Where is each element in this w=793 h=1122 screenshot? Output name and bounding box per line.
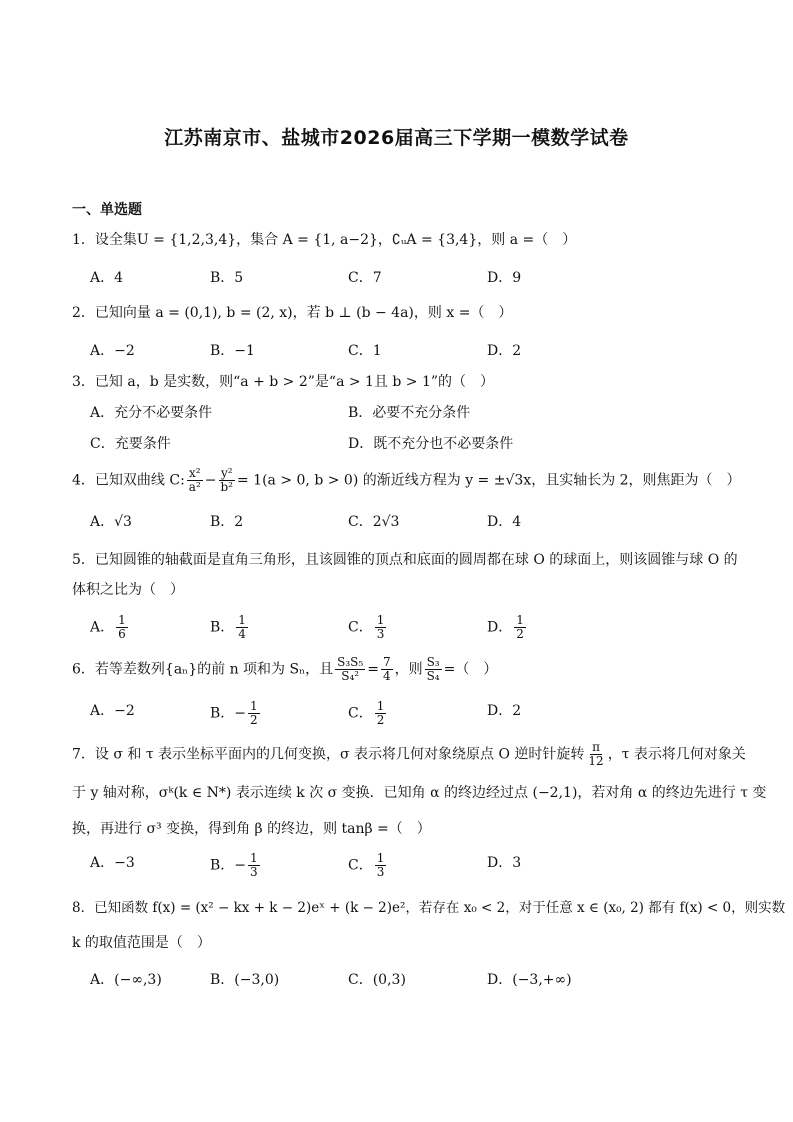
section-heading: 一、单选题: [72, 202, 142, 218]
numerator: 1: [250, 699, 258, 713]
fraction: [187, 467, 203, 494]
denominator: 3: [250, 865, 258, 879]
option-text: 必要不充分条件: [372, 405, 471, 421]
fraction: [586, 741, 605, 768]
option-label: B．: [210, 619, 235, 636]
option-label: D．: [487, 855, 513, 871]
option-text: √3: [114, 514, 132, 530]
option-label: A．: [90, 514, 115, 530]
fraction: [381, 656, 393, 683]
q6-option-a[interactable]: [90, 700, 135, 722]
fraction: [514, 614, 526, 641]
page-title: 江苏南京市、盐城市2026届高三下学期一模数学试卷: [164, 127, 629, 149]
option-label: A．: [90, 270, 115, 286]
option-label: D．: [487, 703, 513, 719]
numerator: S₃S₅: [337, 655, 364, 669]
option-text: (0,3): [372, 972, 406, 988]
option-label: A．: [90, 703, 115, 719]
question-6-stem: [72, 656, 497, 683]
q3-option-a[interactable]: [90, 402, 212, 424]
q5-option-b[interactable]: [210, 614, 250, 641]
numerator: 1: [376, 851, 385, 865]
option-label: C．: [348, 705, 373, 722]
denominator: 12: [588, 754, 604, 768]
option-text: (−3,0): [234, 972, 280, 988]
q5-option-c[interactable]: [348, 614, 388, 641]
minus-sign: −: [234, 857, 247, 874]
q1-option-a[interactable]: [90, 267, 123, 289]
option-text: 3: [512, 855, 522, 871]
numerator: 1: [516, 613, 524, 627]
q3-option-b[interactable]: [348, 402, 470, 424]
question-8-stem-line-1: 8．已知函数 f(x) = (x² − kx + k − 2)eˣ + (k − 2)e²，若存在 x₀ < 2，对于任意 x ∈ (x₀, 2) 都有 f(x) < 0，则实数: [72, 900, 786, 916]
fraction: [425, 656, 442, 683]
q4-option-c[interactable]: [348, 511, 399, 533]
question-3-stem: 3．已知 a，b 是实数，则“a + b > 2”是“a > 1且 b > 1”的（ ）: [72, 374, 495, 390]
option-text: (−3,+∞): [512, 972, 572, 988]
q2-option-d[interactable]: [487, 340, 521, 362]
q4-option-a[interactable]: [90, 511, 132, 533]
fraction: [248, 700, 260, 727]
denominator: S₄: [426, 669, 440, 683]
option-text: 2: [234, 514, 244, 530]
option-label: A．: [90, 855, 115, 871]
question-7-stem-line-1: [72, 741, 746, 768]
fraction: [335, 656, 365, 683]
option-label: B．: [210, 705, 235, 722]
question-8-stem-line-2: k 的取值范围是（ ）: [72, 935, 211, 951]
denominator: 3: [376, 627, 385, 641]
stem-text: ，则: [394, 661, 423, 678]
option-text: −2: [114, 703, 135, 719]
option-label: C．: [348, 514, 373, 530]
fraction: [375, 852, 387, 879]
option-label: B．: [210, 343, 235, 359]
question-1-stem: 1．设全集U = {1,2,3,4}，集合 A = {1, a−2}，∁ᵤA = {3,4}，则 a =（ ）: [72, 232, 577, 248]
q3-option-d[interactable]: [348, 433, 513, 455]
q6-option-b[interactable]: [210, 700, 262, 727]
fraction: [219, 467, 236, 494]
option-label: D．: [487, 343, 513, 359]
q5-option-a[interactable]: [90, 614, 130, 641]
option-text: 2√3: [372, 514, 400, 530]
fraction: [236, 614, 248, 641]
question-2-stem: 2．已知向量 a = (0,1), b = (2, x)，若 b ⊥ (b − 4a)，则 x =（ ）: [72, 305, 513, 321]
q8-option-a[interactable]: [90, 969, 162, 991]
option-label: B．: [210, 857, 235, 874]
denominator: S₄²: [341, 669, 360, 683]
q7-option-b[interactable]: [210, 852, 262, 879]
option-label: C．: [90, 436, 115, 452]
q7-option-d[interactable]: [487, 852, 521, 874]
numerator: 1: [238, 613, 246, 627]
option-label: D．: [487, 270, 513, 286]
q1-option-c[interactable]: [348, 267, 382, 289]
q2-option-b[interactable]: [210, 340, 255, 362]
q1-option-b[interactable]: [210, 267, 243, 289]
q4-option-d[interactable]: [487, 511, 521, 533]
denominator: 2: [516, 627, 524, 641]
option-text: 1: [372, 343, 382, 359]
option-label: C．: [348, 972, 373, 988]
q2-option-c[interactable]: [348, 340, 382, 362]
stem-text: =: [367, 661, 379, 678]
numerator: S₃: [426, 655, 440, 669]
option-text: 9: [512, 270, 522, 286]
option-text: 充分不必要条件: [114, 405, 213, 421]
question-5-stem-line-2: 体积之比为（ ）: [72, 582, 184, 598]
denominator: 6: [118, 627, 126, 641]
option-label: D．: [487, 619, 513, 636]
q7-option-c[interactable]: [348, 852, 388, 879]
denominator: b²: [220, 480, 233, 494]
option-label: B．: [210, 972, 235, 988]
option-text: 5: [234, 270, 244, 286]
q6-option-d[interactable]: [487, 700, 521, 722]
fraction: [248, 852, 260, 879]
option-label: C．: [348, 857, 373, 874]
option-label: C．: [348, 343, 373, 359]
stem-text: 7．设 σ 和 τ 表示坐标平面内的几何变换，σ 表示将几何对象绕原点 O 逆时针旋转: [72, 746, 585, 763]
denominator: 2: [376, 713, 385, 727]
stem-text: =（ ）: [443, 661, 498, 678]
option-text: −2: [114, 343, 135, 359]
option-label: B．: [348, 405, 373, 421]
numerator: 1: [118, 613, 126, 627]
option-label: D．: [348, 436, 374, 452]
option-text: −1: [234, 343, 255, 359]
option-label: D．: [487, 514, 513, 530]
denominator: 2: [250, 713, 258, 727]
denominator: 3: [376, 865, 385, 879]
fraction: [375, 700, 387, 727]
option-text: 4: [114, 270, 124, 286]
option-label: C．: [348, 619, 373, 636]
denominator: 4: [382, 669, 391, 683]
question-5-stem-line-1: 5．已知圆锥的轴截面是直角三角形，且该圆锥的顶点和底面的圆周都在球 O 的球面上，则该圆锥与球 O 的: [72, 552, 738, 568]
option-label: A．: [90, 343, 115, 359]
denominator: 4: [238, 627, 246, 641]
fraction: [116, 614, 128, 641]
stem-text: 4．已知双曲线 C:: [72, 472, 185, 489]
option-label: A．: [90, 619, 115, 636]
option-text: (−∞,3): [114, 972, 162, 988]
option-text: 充要条件: [114, 436, 171, 452]
stem-text: ，τ 表示将几何对象关: [607, 746, 746, 763]
fraction: [375, 614, 387, 641]
q8-option-b[interactable]: [210, 969, 279, 991]
option-label: A．: [90, 405, 115, 421]
numerator: x²: [188, 466, 201, 480]
question-4-stem: 4．已知双曲线 C: $\frac{\text{x²}}{\text{a²}}$ − $\frac{\text{y²}}{\text{b²}}$ = 1(a > 0, b > 0) 的渐近线方程为 y = ±√3x，且实轴长为 2，则焦距为（ ）: [72, 466, 741, 494]
option-label: B．: [210, 514, 235, 530]
stem-text: 6．若等差数列{aₙ}的前 n 项和为 Sₙ，且: [72, 661, 334, 678]
option-label: C．: [348, 270, 373, 286]
q8-option-d[interactable]: [487, 969, 572, 991]
q7-option-a[interactable]: [90, 852, 135, 874]
option-text: 2: [512, 343, 522, 359]
q2-option-a[interactable]: [90, 340, 135, 362]
denominator: a²: [188, 480, 201, 494]
numerator: 1: [376, 613, 385, 627]
numerator: π: [592, 740, 600, 754]
q6-option-c[interactable]: [348, 700, 388, 727]
option-label: D．: [487, 972, 513, 988]
numerator: 1: [250, 851, 258, 865]
option-text: 既不充分也不必要条件: [373, 436, 514, 452]
numerator: 7: [382, 655, 391, 669]
option-text: 7: [372, 270, 382, 286]
option-text: 4: [512, 514, 522, 530]
minus-sign: −: [234, 705, 247, 722]
question-7-stem-line-3: 换，再进行 σ³ 变换，得到角 β 的终边，则 tanβ =（ ）: [72, 821, 431, 837]
numerator: 1: [376, 699, 385, 713]
q4-option-b[interactable]: [210, 511, 243, 533]
q5-option-d[interactable]: [487, 614, 528, 641]
q8-option-c[interactable]: [348, 969, 406, 991]
q3-option-c[interactable]: [90, 433, 171, 455]
stem-text: = 1(a > 0, b > 0) 的渐近线方程为 y = ±√3x，且实轴长为 2，则焦距为（ ）: [237, 472, 741, 489]
option-text: 2: [512, 703, 522, 719]
option-label: B．: [210, 270, 235, 286]
option-text: −3: [114, 855, 135, 871]
question-7-stem-line-2: 于 y 轴对称，σᵏ(k ∈ N*) 表示连续 k 次 σ 变换．已知角 α 的终边经过点 (−2,1)，若对角 α 的终边先进行 τ 变: [72, 785, 767, 801]
numerator: y²: [220, 466, 233, 480]
q1-option-d[interactable]: [487, 267, 521, 289]
option-label: A．: [90, 972, 115, 988]
